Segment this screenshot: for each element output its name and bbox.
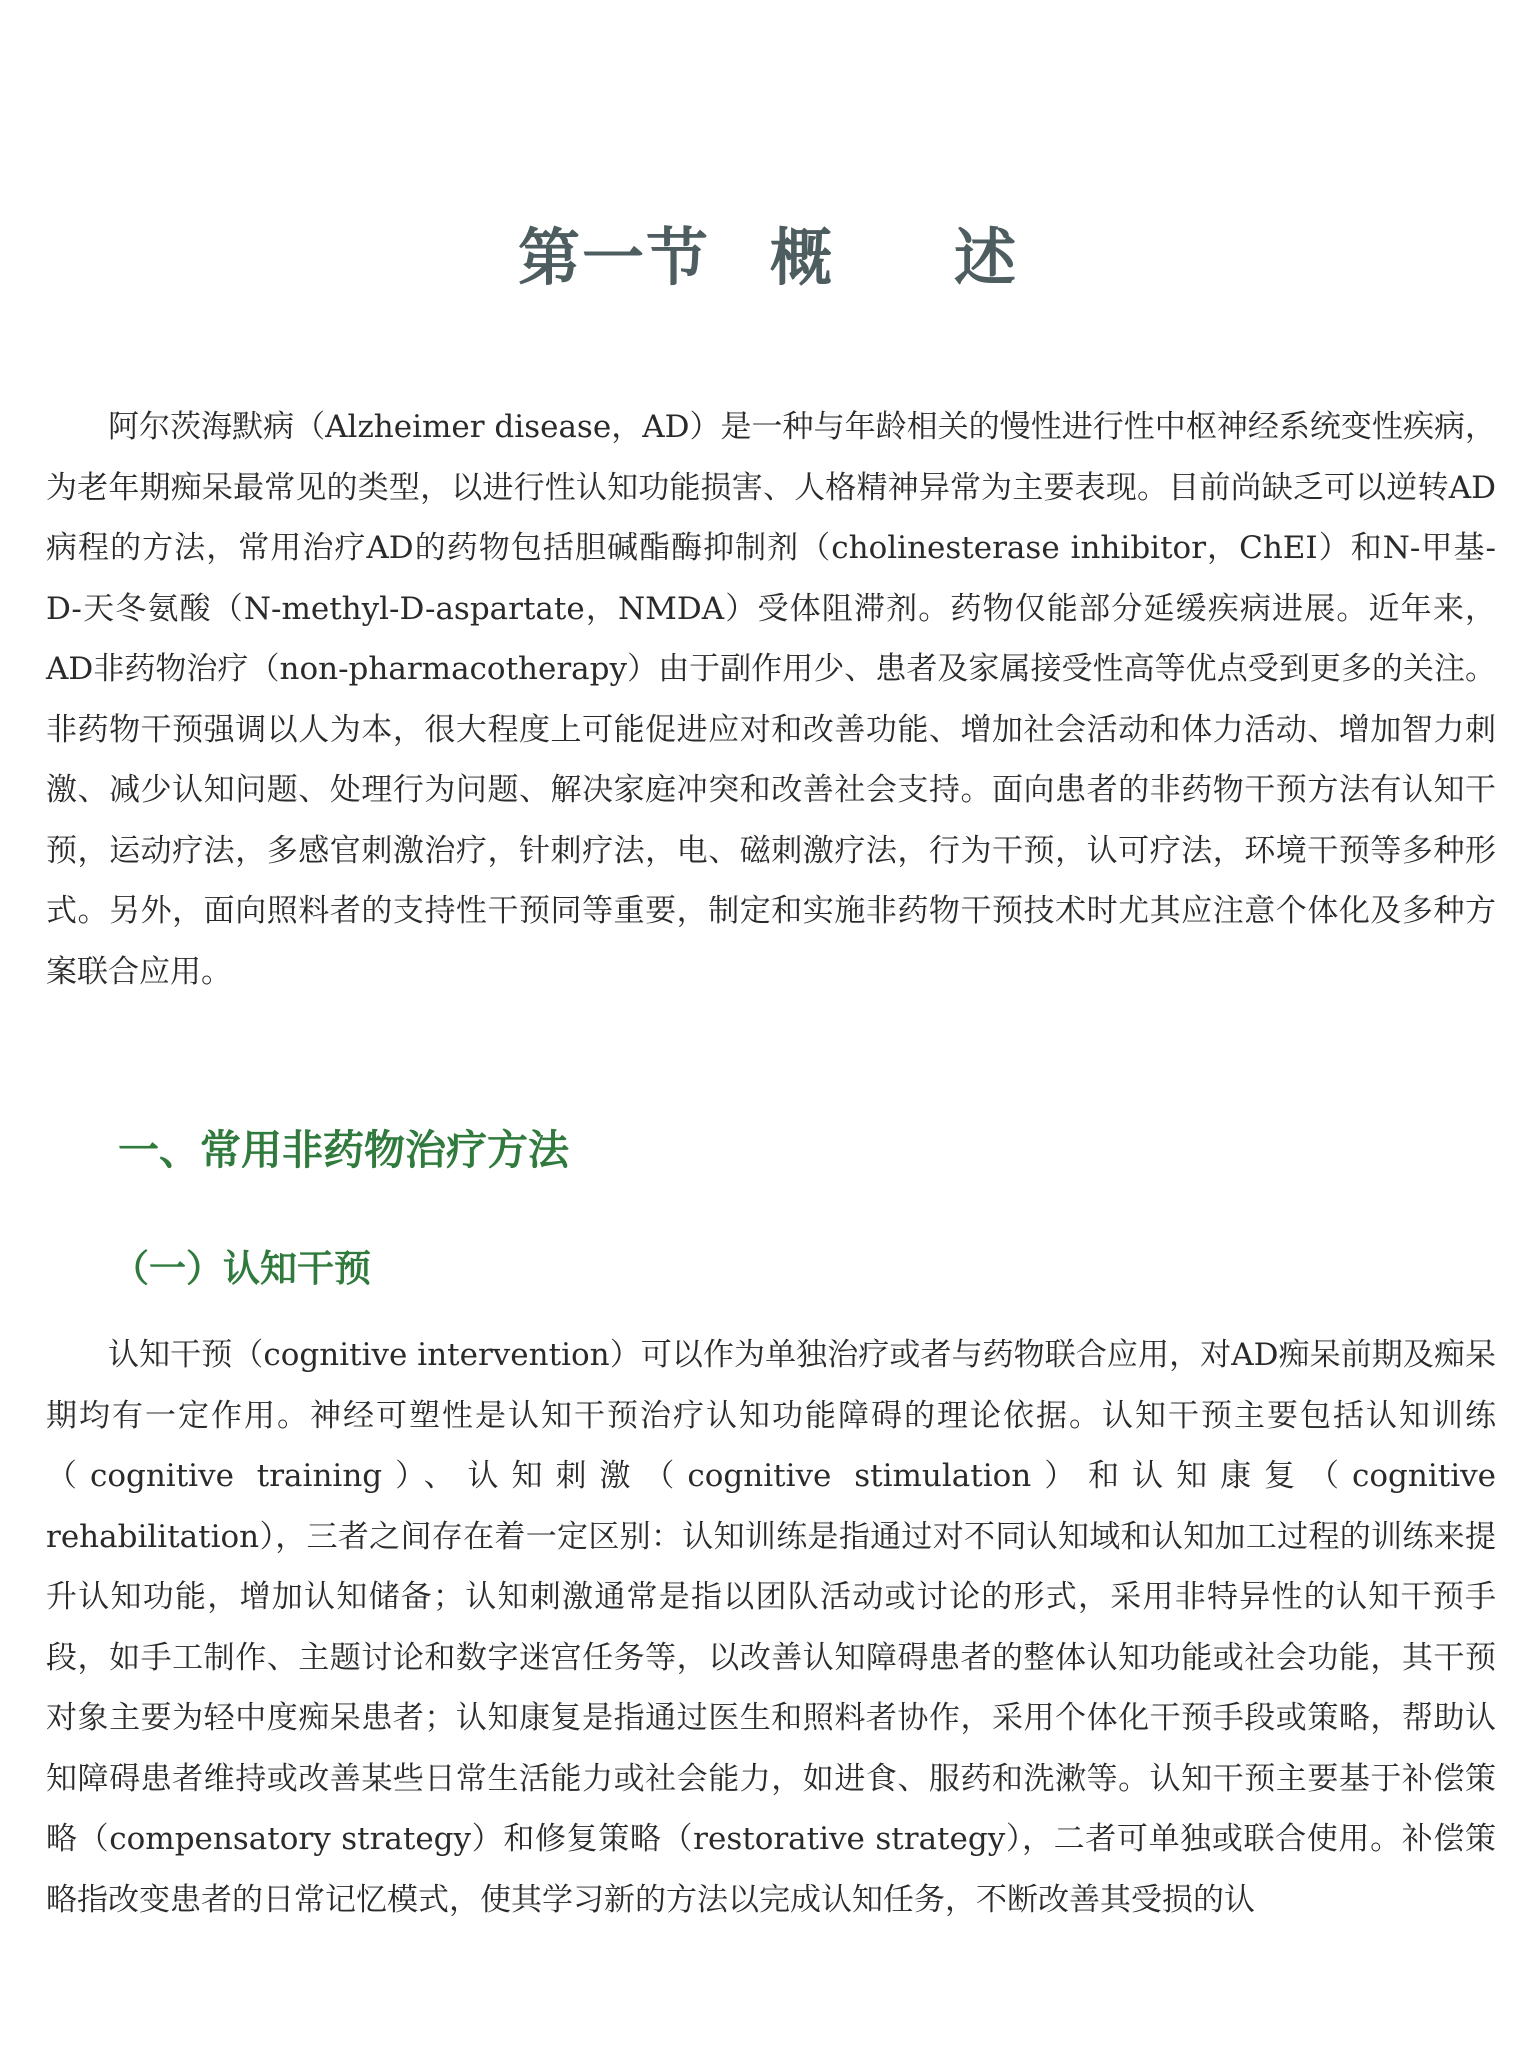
section-title-number: 第一节 (517, 221, 710, 294)
section-title-word-2: 述 (954, 221, 1019, 294)
section-title-word-1: 概 (769, 221, 834, 294)
intro-paragraph: 阿尔茨海默病（Alzheimer disease，AD）是一种与年龄相关的慢性进行性中枢神经系统变性疾病，为老年期痴呆最常见的类型，以进行性认知功能损害、人格精神异常为主要表现。目前尚缺乏可以逆转AD病程的方法，常用治疗AD的药物包括胆碱酯酶抑制剂（cholinesterase inhibitor，ChEI）和N-甲基-D-天冬氨酸（N-methyl-D-aspartate，NMDA）受体阻滞剂。药物仅能部分延缓疾病进展。近年来，AD非药物治疗（non-pharmacotherapy）由于副作用少、患者及家属接受性高等优点受到更多的关注。非药物干预强调以人为本，很大程度上可能促进应对和改善功能、增加社会活动和体力活动、增加智力刺激、减少认知问题、处理行为问题、解决家庭冲突和改善社会支持。面向患者的非药物干预方法有认知干预，运动疗法，多感官刺激治疗，针刺疗法，电、磁刺激疗法，行为干预，认可疗法，环境干预等多种形式。另外，面向照料者的支持性干预同等重要，制定和实施非药物干预技术时尤其应注意个体化及多种方案联合应用。 (46, 409, 1496, 990)
subsection-heading: 一、常用非药物治疗方法 (118, 1126, 569, 1174)
section-title (0, 218, 1536, 298)
sub-subsection-heading: （一）认知干预 (112, 1246, 371, 1290)
cognitive-intervention-paragraph: 认知干预（cognitive intervention）可以作为单独治疗或者与药物联合应用，对AD痴呆前期及痴呆期均有一定作用。神经可塑性是认知干预治疗认知功能障碍的理论依据。认知干预主要包括认知训练（cognitive training）、认知刺激（cognitive stimulation）和认知康复（cognitive rehabilitation），三者之间存在着一定区别：认知训练是指通过对不同认知域和认知加工过程的训练来提升认知功能，增加认知储备；认知刺激通常是指以团队活动或讨论的形式，采用非特异性的认知干预手段，如手工制作、主题讨论和数字迷宫任务等，以改善认知障碍患者的整体认知功能或社会功能，其干预对象主要为轻中度痴呆患者；认知康复是指通过医生和照料者协作，采用个体化干预手段或策略，帮助认知障碍患者维持或改善某些日常生活能力或社会能力，如进食、服药和洗漱等。认知干预主要基于补偿策略（compensatory strategy）和修复策略（restorative strategy），二者可单独或联合使用。补偿策略指改变患者的日常记忆模式，使其学习新的方法以完成认知任务，不断改善其受损的认 (46, 1337, 1496, 1918)
